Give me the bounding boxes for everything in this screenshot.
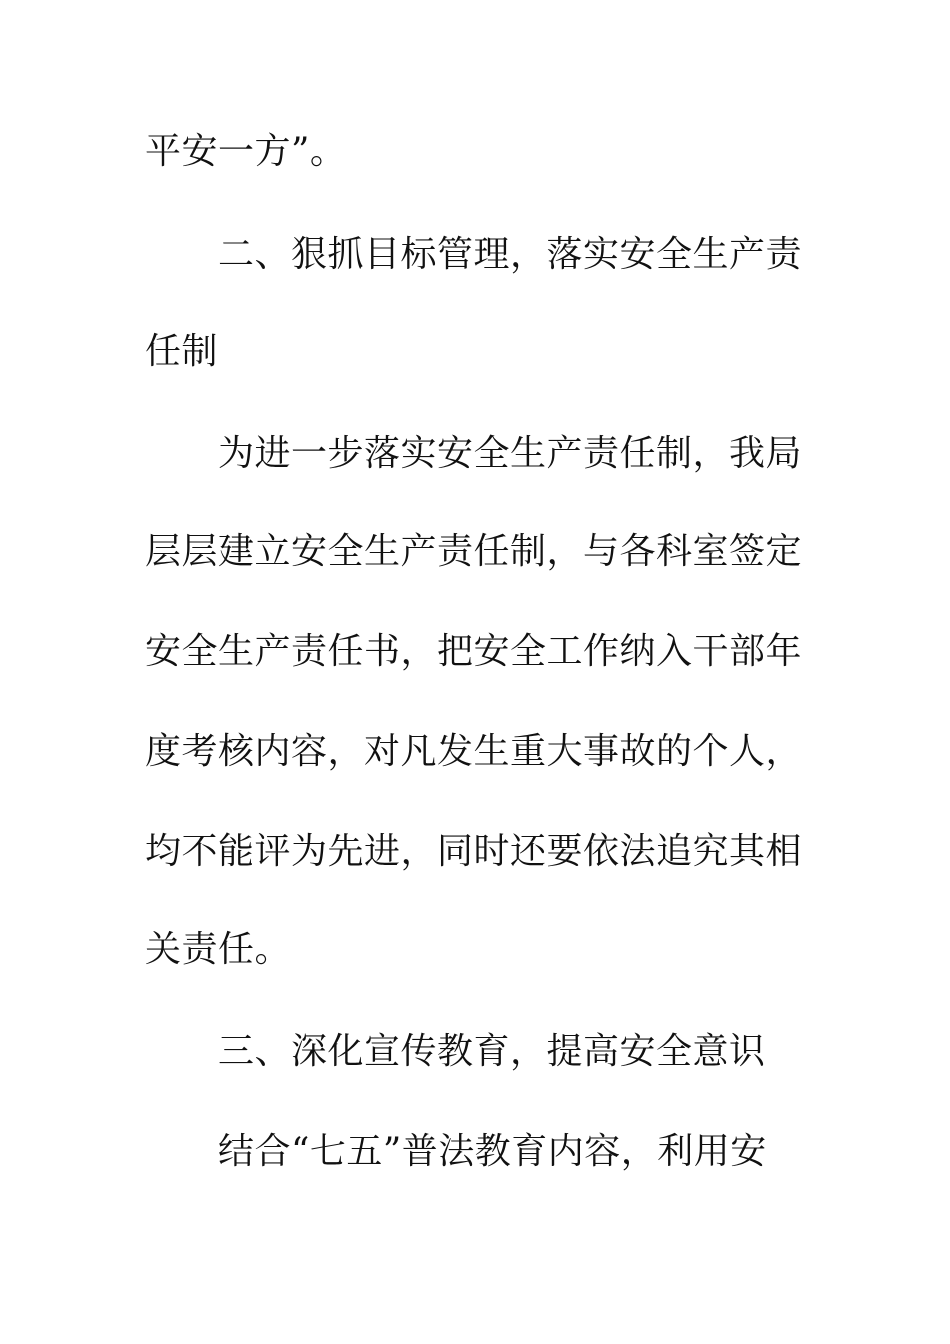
- paragraph-line-5: 均不能评为先进，同时还要依法追究其相: [145, 831, 803, 872]
- paragraph-line-4: 度考核内容，对凡发生重大事故的个人，: [145, 731, 803, 772]
- paragraph-2-line-1: 结合“七五”普法教育内容，利用安: [218, 1131, 767, 1172]
- paragraph-line-2: 层层建立安全生产责任制，与各科室签定: [145, 531, 803, 572]
- section-heading-3: 三、深化宣传教育，提高安全意识: [218, 1031, 766, 1072]
- paragraph-line-6: 关责任。: [145, 929, 292, 970]
- paragraph-line-1: 为进一步落实安全生产责任制，我局: [218, 433, 803, 474]
- paragraph-line-3: 安全生产责任书，把安全工作纳入干部年: [145, 631, 803, 672]
- section-heading-2-line-2: 任制: [145, 331, 219, 372]
- section-heading-2-line-1: 二、狠抓目标管理，落实安全生产责: [218, 234, 803, 275]
- paragraph-continuation-line: 平安一方”。: [145, 131, 347, 172]
